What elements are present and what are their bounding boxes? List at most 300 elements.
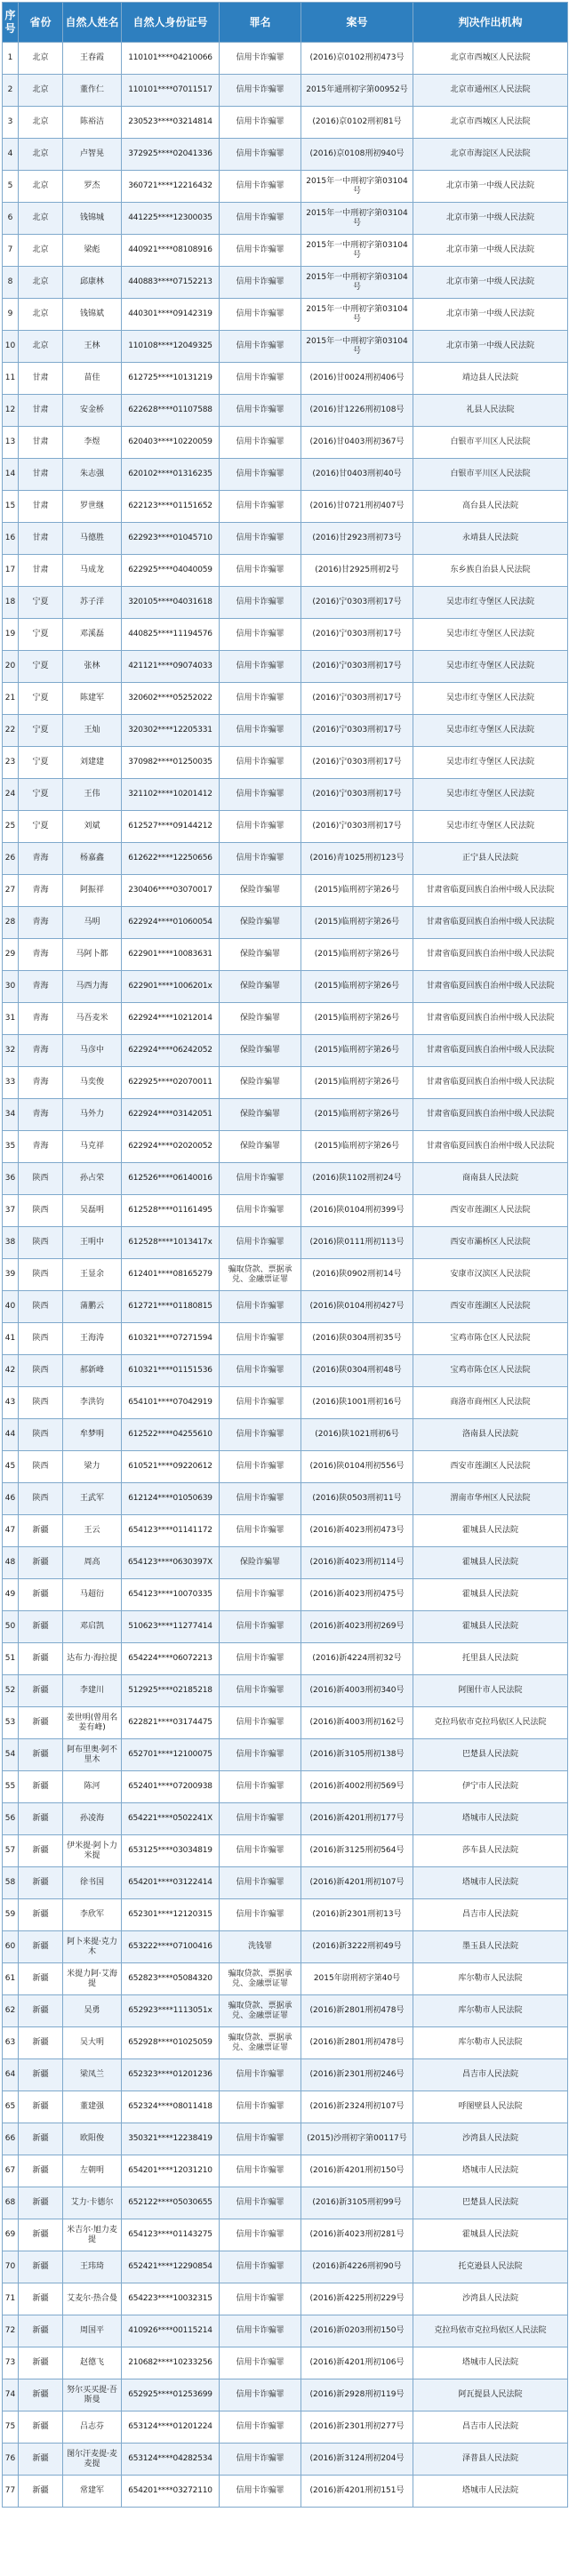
charge-cell: 信用卡诈骗罪 [220,1451,301,1483]
charge-cell: 信用卡诈骗罪 [220,427,301,459]
index-cell: 71 [3,2283,19,2315]
province-cell: 陕西 [19,1291,63,1323]
case-number-cell: (2016)新4023刑初269号 [301,1611,413,1643]
case-number-cell: (2016)陕1102刑初24号 [301,1163,413,1195]
charge-cell: 信用卡诈骗罪 [220,2059,301,2091]
charge-cell: 信用卡诈骗罪 [220,651,301,683]
charge-cell: 信用卡诈骗罪 [220,2444,301,2476]
case-number-cell: (2016)宁0303刑初17号 [301,779,413,811]
name-cell: 常建军 [63,2476,122,2508]
province-cell: 新疆 [19,2187,63,2219]
index-cell: 18 [3,587,19,619]
charge-cell: 信用卡诈骗罪 [220,555,301,587]
case-number-cell: (2016)陕0111刑初113号 [301,1227,413,1259]
id-number-cell: 360721****12216432 [122,171,220,203]
id-number-cell: 652923****1113051x [122,1995,220,2027]
province-cell: 宁夏 [19,683,63,715]
court-cell: 白银市平川区人民法院 [413,427,568,459]
index-cell: 14 [3,459,19,491]
charge-cell: 信用卡诈骗罪 [220,2283,301,2315]
index-cell: 3 [3,107,19,139]
name-cell: 刘斌 [63,811,122,843]
name-cell: 李煜 [63,427,122,459]
charge-cell: 信用卡诈骗罪 [220,459,301,491]
name-cell: 王伟 [63,779,122,811]
charge-cell: 信用卡诈骗罪 [220,2251,301,2283]
table-row [3,427,568,459]
index-cell: 17 [3,555,19,587]
case-number-cell: (2016)新3222刑初49号 [301,1931,413,1963]
charge-cell: 保险诈骗罪 [220,1067,301,1099]
name-cell: 张林 [63,651,122,683]
charge-cell: 信用卡诈骗罪 [220,1899,301,1931]
table-row [3,1099,568,1131]
court-cell: 西安市灞桥区人民法院 [413,1227,568,1259]
province-cell: 新疆 [19,2347,63,2379]
table-row [3,2476,568,2508]
id-number-cell: 620403****10220059 [122,427,220,459]
name-cell: 吴勇 [63,1995,122,2027]
charge-cell: 保险诈骗罪 [220,907,301,939]
province-cell: 新疆 [19,1867,63,1899]
case-number-cell: (2016)新4224刑初32号 [301,1643,413,1675]
court-cell: 托里县人民法院 [413,1643,568,1675]
province-cell: 甘肃 [19,523,63,555]
court-cell: 北京市第一中级人民法院 [413,299,568,331]
table-row [3,1131,568,1163]
index-cell: 22 [3,715,19,747]
province-cell: 陕西 [19,1163,63,1195]
name-cell: 钱锦斌 [63,299,122,331]
index-cell: 37 [3,1195,19,1227]
charge-cell: 骗取贷款、票据承兑、金融票证罪 [220,1995,301,2027]
case-number-cell: (2016)新4002刑初569号 [301,1771,413,1803]
table-row [3,1419,568,1451]
name-cell: 米吉尔·旭力麦提 [63,2219,122,2251]
court-cell: 泽普县人民法院 [413,2444,568,2476]
index-cell: 57 [3,1835,19,1867]
header-province: 省份 [19,3,63,43]
name-cell: 米提力阿·艾海提 [63,1963,122,1995]
name-cell: 邓启凯 [63,1611,122,1643]
name-cell: 吴大明 [63,2027,122,2059]
province-cell: 青海 [19,971,63,1003]
id-number-cell: 622924****02020052 [122,1131,220,1163]
table-row [3,683,568,715]
province-cell: 宁夏 [19,651,63,683]
province-cell: 青海 [19,1131,63,1163]
court-cell: 洛南县人民法院 [413,1419,568,1451]
table-row [3,139,568,171]
charge-cell: 信用卡诈骗罪 [220,619,301,651]
id-number-cell: 654123****0630397X [122,1547,220,1579]
charge-cell: 信用卡诈骗罪 [220,1739,301,1771]
id-number-cell: 654201****03272110 [122,2476,220,2508]
index-cell: 31 [3,1003,19,1035]
index-cell: 5 [3,171,19,203]
court-cell: 巴楚县人民法院 [413,2187,568,2219]
table-row [3,907,568,939]
name-cell: 阿布里奥·阿不里木 [63,1739,122,1771]
id-number-cell: 320105****04031618 [122,587,220,619]
court-cell: 商南县人民法院 [413,1163,568,1195]
court-cell: 塔城市人民法院 [413,1867,568,1899]
index-cell: 42 [3,1355,19,1387]
table-row [3,1387,568,1419]
case-number-cell: (2016)宁0303刑初17号 [301,715,413,747]
charge-cell: 信用卡诈骗罪 [220,1355,301,1387]
table-row [3,1803,568,1835]
index-cell: 41 [3,1323,19,1355]
index-cell: 12 [3,395,19,427]
court-cell: 吴忠市红寺堡区人民法院 [413,619,568,651]
id-number-cell: 612528****1013417x [122,1227,220,1259]
case-number-cell: (2016)新3105刑初99号 [301,2187,413,2219]
name-cell: 马克祥 [63,1131,122,1163]
name-cell: 马西力海 [63,971,122,1003]
province-cell: 新疆 [19,1803,63,1835]
name-cell: 陈裕洁 [63,107,122,139]
name-cell: 吕志芬 [63,2411,122,2444]
province-cell: 甘肃 [19,427,63,459]
case-number-cell: 2015年一中刑初字第03104号 [301,203,413,235]
name-cell: 阿振祥 [63,875,122,907]
index-cell: 60 [3,1931,19,1963]
index-cell: 64 [3,2059,19,2091]
table-row [3,2283,568,2315]
province-cell: 陕西 [19,1483,63,1515]
id-number-cell: 622925****04040059 [122,555,220,587]
case-number-cell: (2016)新2801刑初478号 [301,1995,413,2027]
index-cell: 30 [3,971,19,1003]
province-cell: 北京 [19,235,63,267]
table-row [3,1483,568,1515]
court-cell: 霍城县人民法院 [413,1579,568,1611]
header-court: 判决作出机构 [413,3,568,43]
table-row [3,1323,568,1355]
id-number-cell: 370982****01250035 [122,747,220,779]
table-row [3,2444,568,2476]
index-cell: 10 [3,331,19,363]
court-cell: 库尔勒市人民法院 [413,2027,568,2059]
id-number-cell: 622924****10212014 [122,1003,220,1035]
court-cell: 昌吉市人民法院 [413,1899,568,1931]
index-cell: 26 [3,843,19,875]
id-number-cell: 610521****09220612 [122,1451,220,1483]
name-cell: 董作仁 [63,75,122,107]
court-cell: 东乡族自治县人民法院 [413,555,568,587]
case-number-cell: (2016)新3125刑初564号 [301,1835,413,1867]
charge-cell: 信用卡诈骗罪 [220,1835,301,1867]
name-cell: 艾麦尔·热合曼 [63,2283,122,2315]
name-cell: 陈建军 [63,683,122,715]
table-row [3,2155,568,2187]
id-number-cell: 654101****07042919 [122,1387,220,1419]
name-cell: 李建川 [63,1675,122,1707]
table-row [3,1067,568,1099]
charge-cell: 信用卡诈骗罪 [220,1803,301,1835]
id-number-cell: 440883****07152213 [122,267,220,299]
court-cell: 甘肃省临夏回族自治州中级人民法院 [413,1067,568,1099]
id-number-cell: 652421****12290854 [122,2251,220,2283]
province-cell: 新疆 [19,1771,63,1803]
province-cell: 新疆 [19,2283,63,2315]
name-cell: 周高 [63,1547,122,1579]
id-number-cell: 612622****12250656 [122,843,220,875]
charge-cell: 信用卡诈骗罪 [220,1227,301,1259]
name-cell: 郝新峰 [63,1355,122,1387]
charge-cell: 信用卡诈骗罪 [220,1291,301,1323]
name-cell: 罗世继 [63,491,122,523]
index-cell: 6 [3,203,19,235]
name-cell: 陈河 [63,1771,122,1803]
province-cell: 新疆 [19,2411,63,2444]
table-row [3,715,568,747]
court-cell: 北京市西城区人民法院 [413,107,568,139]
charge-cell: 信用卡诈骗罪 [220,779,301,811]
court-cell: 吴忠市红寺堡区人民法院 [413,811,568,843]
charge-cell: 保险诈骗罪 [220,1547,301,1579]
province-cell: 新疆 [19,1611,63,1643]
province-cell: 甘肃 [19,459,63,491]
province-cell: 新疆 [19,2251,63,2283]
name-cell: 安金桥 [63,395,122,427]
table-row [3,2411,568,2444]
index-cell: 39 [3,1259,19,1291]
province-cell: 北京 [19,331,63,363]
case-number-cell: (2016)新3124刑初204号 [301,2444,413,2476]
charge-cell: 信用卡诈骗罪 [220,1867,301,1899]
index-cell: 72 [3,2315,19,2347]
case-number-cell: (2016)新0203刑初150号 [301,2315,413,2347]
court-cell: 霍城县人民法院 [413,2219,568,2251]
table-row [3,75,568,107]
case-number-cell: (2016)甘2925刑初2号 [301,555,413,587]
case-number-cell: (2016)新2324刑初107号 [301,2091,413,2123]
charge-cell: 信用卡诈骗罪 [220,2123,301,2155]
charge-cell: 骗取贷款、票据承兑、金融票证罪 [220,1259,301,1291]
charge-cell: 保险诈骗罪 [220,1035,301,1067]
case-number-cell: (2016)新4201刑初106号 [301,2347,413,2379]
index-cell: 28 [3,907,19,939]
province-cell: 新疆 [19,1579,63,1611]
case-number-cell: (2016)新2301刑初13号 [301,1899,413,1931]
name-cell: 努尔买买提·吾斯曼 [63,2379,122,2411]
case-number-cell: (2016)新4023刑初475号 [301,1579,413,1611]
court-cell: 礼县人民法院 [413,395,568,427]
court-cell: 吴忠市红寺堡区人民法院 [413,683,568,715]
court-cell: 塔城市人民法院 [413,2155,568,2187]
court-cell: 克拉玛依市克拉玛依区人民法院 [413,1707,568,1739]
index-cell: 73 [3,2347,19,2379]
province-cell: 新疆 [19,1515,63,1547]
case-number-cell: 2015年一中刑初字第03104号 [301,267,413,299]
province-cell: 新疆 [19,2476,63,2508]
table-row [3,2091,568,2123]
court-cell: 商洛市商州区人民法院 [413,1387,568,1419]
index-cell: 58 [3,1867,19,1899]
id-number-cell: 653124****04282534 [122,2444,220,2476]
name-cell: 孙凌海 [63,1803,122,1835]
case-number-cell: (2016)新4201刑初151号 [301,2476,413,2508]
charge-cell: 信用卡诈骗罪 [220,203,301,235]
table-row [3,1259,568,1291]
case-number-cell: (2015)临刑初字第26号 [301,1003,413,1035]
index-cell: 47 [3,1515,19,1547]
index-cell: 40 [3,1291,19,1323]
province-cell: 新疆 [19,2155,63,2187]
province-cell: 北京 [19,299,63,331]
table-row [3,843,568,875]
index-cell: 76 [3,2444,19,2476]
charge-cell: 信用卡诈骗罪 [220,139,301,171]
case-number-cell: (2016)新4201刑初177号 [301,1803,413,1835]
name-cell: 王林 [63,331,122,363]
name-cell: 马彦中 [63,1035,122,1067]
court-cell: 正宁县人民法院 [413,843,568,875]
id-number-cell: 441225****12300035 [122,203,220,235]
charge-cell: 信用卡诈骗罪 [220,395,301,427]
table-row [3,587,568,619]
name-cell: 钱锦城 [63,203,122,235]
court-cell: 甘肃省临夏回族自治州中级人民法院 [413,875,568,907]
court-cell: 北京市第一中级人民法院 [413,171,568,203]
name-cell: 董建强 [63,2091,122,2123]
province-cell: 新疆 [19,1675,63,1707]
table-row [3,811,568,843]
id-number-cell: 210682****10233256 [122,2347,220,2379]
id-number-cell: 110101****07011517 [122,75,220,107]
table-row [3,2347,568,2379]
case-number-cell: (2016)京0102刑初81号 [301,107,413,139]
table-row [3,651,568,683]
name-cell: 艾力·卡德尔 [63,2187,122,2219]
province-cell: 青海 [19,875,63,907]
court-cell: 宝鸡市陈仓区人民法院 [413,1355,568,1387]
province-cell: 新疆 [19,1643,63,1675]
charge-cell: 信用卡诈骗罪 [220,1419,301,1451]
province-cell: 北京 [19,203,63,235]
court-cell: 伊宁市人民法院 [413,1771,568,1803]
index-cell: 65 [3,2091,19,2123]
court-cell: 西安市莲湖区人民法院 [413,1291,568,1323]
id-number-cell: 612527****09144212 [122,811,220,843]
name-cell: 苗佳 [63,363,122,395]
index-cell: 59 [3,1899,19,1931]
charge-cell: 洗钱罪 [220,1931,301,1963]
charge-cell: 信用卡诈骗罪 [220,747,301,779]
name-cell: 王显余 [63,1259,122,1291]
court-cell: 莎车县人民法院 [413,1835,568,1867]
court-cell: 昌吉市人民法院 [413,2411,568,2444]
id-number-cell: 620102****01316235 [122,459,220,491]
province-cell: 陕西 [19,1259,63,1291]
table-row [3,1003,568,1035]
case-number-cell: (2016)陕0503刑初11号 [301,1483,413,1515]
case-number-cell: 2015年一中刑初字第03104号 [301,235,413,267]
court-cell: 沙湾县人民法院 [413,2283,568,2315]
id-number-cell: 230406****03070017 [122,875,220,907]
index-cell: 45 [3,1451,19,1483]
province-cell: 新疆 [19,2027,63,2059]
name-cell: 图尔汗麦提·麦麦提 [63,2444,122,2476]
index-cell: 9 [3,299,19,331]
id-number-cell: 440921****08108916 [122,235,220,267]
charge-cell: 信用卡诈骗罪 [220,235,301,267]
table-row [3,939,568,971]
id-number-cell: 612725****10131219 [122,363,220,395]
charge-cell: 信用卡诈骗罪 [220,1675,301,1707]
index-cell: 13 [3,427,19,459]
id-number-cell: 612528****01161495 [122,1195,220,1227]
court-cell: 托克逊县人民法院 [413,2251,568,2283]
id-number-cell: 512925****02185218 [122,1675,220,1707]
court-cell: 吴忠市红寺堡区人民法院 [413,747,568,779]
charge-cell: 信用卡诈骗罪 [220,267,301,299]
table-row [3,459,568,491]
id-number-cell: 622901****10083631 [122,939,220,971]
index-cell: 62 [3,1995,19,2027]
index-cell: 4 [3,139,19,171]
table-row [3,2219,568,2251]
id-number-cell: 654123****01141172 [122,1515,220,1547]
charge-cell: 信用卡诈骗罪 [220,587,301,619]
court-cell: 吴忠市红寺堡区人民法院 [413,651,568,683]
province-cell: 宁夏 [19,811,63,843]
charge-cell: 信用卡诈骗罪 [220,1515,301,1547]
table-row [3,1035,568,1067]
id-number-cell: 410926****00115214 [122,2315,220,2347]
province-cell: 宁夏 [19,747,63,779]
id-number-cell: 510623****11277414 [122,1611,220,1643]
id-number-cell: 230523****03214814 [122,107,220,139]
charge-cell: 信用卡诈骗罪 [220,331,301,363]
case-number-cell: (2016)新4023刑初114号 [301,1547,413,1579]
case-number-cell: (2016)宁0303刑初17号 [301,683,413,715]
table-row [3,203,568,235]
index-cell: 50 [3,1611,19,1643]
table-row [3,235,568,267]
case-number-cell: (2016)甘0721刑初407号 [301,491,413,523]
case-number-cell: (2016)新4023刑初473号 [301,1515,413,1547]
index-cell: 75 [3,2411,19,2444]
charge-cell: 信用卡诈骗罪 [220,2411,301,2444]
province-cell: 新疆 [19,2315,63,2347]
province-cell: 新疆 [19,1899,63,1931]
province-cell: 青海 [19,1003,63,1035]
case-number-cell: (2015)临刑初字第26号 [301,1131,413,1163]
table-row [3,299,568,331]
id-number-cell: 653222****07100416 [122,1931,220,1963]
table-row [3,2059,568,2091]
name-cell: 李洪钧 [63,1387,122,1419]
id-number-cell: 654221****0502241X [122,1803,220,1835]
id-number-cell: 110101****04210066 [122,43,220,75]
charge-cell: 信用卡诈骗罪 [220,843,301,875]
court-cell: 沙湾县人民法院 [413,2123,568,2155]
charge-cell: 信用卡诈骗罪 [220,2155,301,2187]
name-cell: 邓溪磊 [63,619,122,651]
court-cell: 北京市海淀区人民法院 [413,139,568,171]
name-cell: 马吾麦米 [63,1003,122,1035]
court-cell: 库尔勒市人民法院 [413,1995,568,2027]
charge-cell: 骗取贷款、票据承兑、金融票证罪 [220,2027,301,2059]
name-cell: 达布力·海拉提 [63,1643,122,1675]
province-cell: 北京 [19,139,63,171]
province-cell: 甘肃 [19,363,63,395]
charge-cell: 信用卡诈骗罪 [220,1323,301,1355]
province-cell: 青海 [19,1067,63,1099]
